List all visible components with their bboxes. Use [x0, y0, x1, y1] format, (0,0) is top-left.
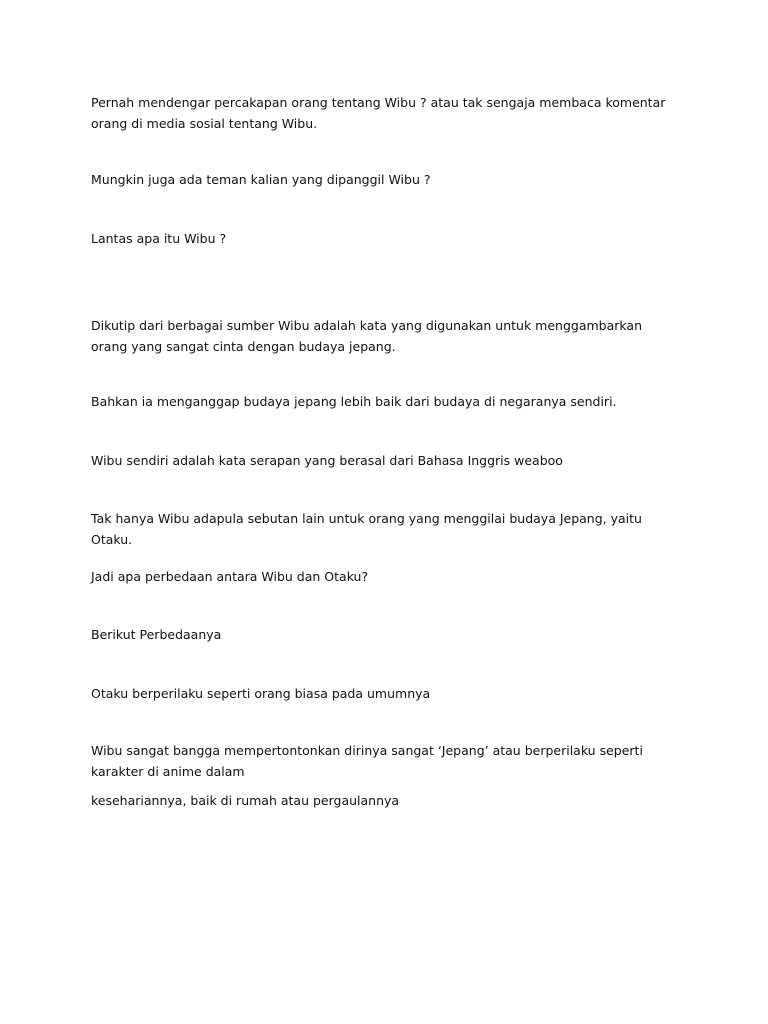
paragraph-wibu-definition: Dikutip dari berbagai sumber Wibu adalah kata yang digunakan untuk menggambarkan orang yang sangat cinta dengan budaya jepang. [91, 318, 642, 354]
paragraph-differences-heading: Berikut Perbedaanya [91, 627, 222, 642]
paragraph-wibu-belief: Bahkan ia menganggap budaya jepang lebih baik dari budaya di negaranya sendiri. [91, 394, 617, 409]
paragraph-wibu-behavior: Wibu sangat bangga mempertontonkan dirinya sangat ‘Jepang’ atau berperilaku seperti karakter di anime dalam [91, 743, 643, 779]
paragraph-difference-question: Jadi apa perbedaan antara Wibu dan Otaku? [91, 569, 369, 584]
paragraph-what-is-wibu: Lantas apa itu Wibu ? [91, 231, 227, 246]
paragraph-wibu-intro: Pernah mendengar percakapan orang tentang Wibu ? atau tak sengaja membaca komentar orang di media sosial tentang Wibu. [91, 95, 666, 131]
paragraph-otaku-term: Tak hanya Wibu adapula sebutan lain untuk orang yang menggilai budaya Jepang, yaitu Otaku. [91, 511, 642, 547]
paragraph-wibu-origin: Wibu sendiri adalah kata serapan yang berasal dari Bahasa Inggris weaboo [91, 453, 563, 468]
paragraph-otaku-behavior: Otaku berperilaku seperti orang biasa pada umumnya [91, 686, 431, 701]
paragraph-friend-called-wibu: Mungkin juga ada teman kalian yang dipanggil Wibu ? [91, 172, 431, 187]
paragraph-wibu-daily-life: kesehariannya, baik di rumah atau pergaulannya [91, 793, 400, 808]
